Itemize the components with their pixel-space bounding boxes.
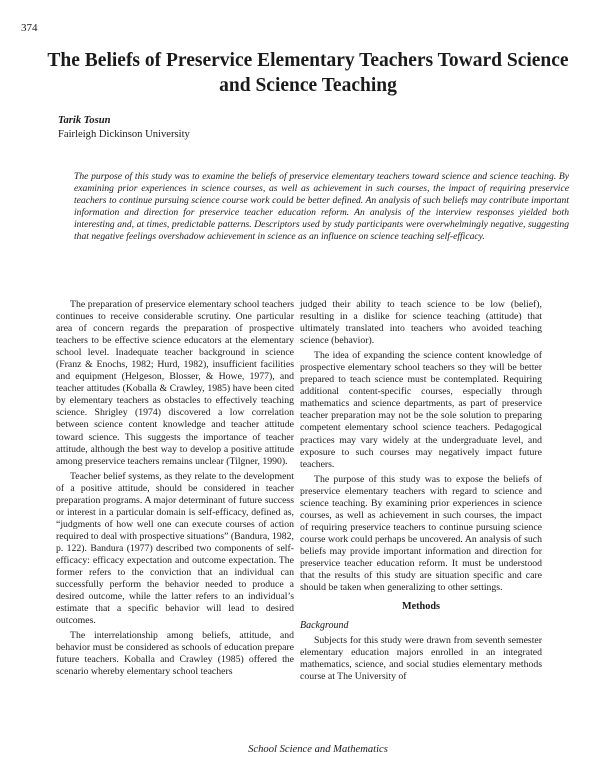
journal-footer: School Science and Mathematics (248, 744, 388, 755)
body-paragraph: The purpose of this study was to expose the beliefs of preservice elementary teachers with regard to science and science teaching. By examining prior experiences in science courses, as well as achievement in such courses, the impact of requiring preservice teachers to continue pursuing science course work could perhaps be uncovered. An analysis of such beliefs may provide important information and direction for preservice teacher education reform. It must be understood that the results of this study are situation specific and care should be taken when generalizing to other settings. (300, 473, 542, 594)
author-block (58, 114, 190, 142)
article-title: The Beliefs of Preservice Elementary Teachers Toward Science and Science Teaching (47, 50, 569, 96)
author-affiliation: Fairleigh Dickinson University (58, 129, 190, 140)
author-name: Tarik Tosun (58, 115, 111, 126)
section-heading-methods: Methods (402, 601, 440, 613)
left-column (56, 299, 294, 681)
body-paragraph: The preparation of preservice elementary school teachers continues to receive considerable scrutiny. One particular area of concern regards the preparation of prospective teachers to be effective science educators at the elementary school level. Inadequate teacher background in science (Franz & Enochs, 1982; Hurd, 1982), insufficient facilities and equipment (Helgeson, Blosser, & Howe, 1977), and teacher attitudes (Koballa & Crawley, 1985) have been cited by elementary teachers as obstacles to effectively teaching science. Shrigley (1974) discovered a low correlation between science content knowledge and teacher attitude toward science. This suggests the importance of teacher attitude, although the best way to develop a positive attitude among preservice teachers remains unclear (Tilgner, 1990). (56, 299, 294, 467)
abstract: The purpose of this study was to examine the beliefs of preservice elementary teachers toward science and science teaching. By examining prior experiences in science courses, as well as achievement in such courses, the impact of requiring preservice teachers to continue pursuing science course work could be better defined. An analysis of such beliefs may contribute important information and direction for preservice teacher education reform. An analysis of the interview responses yielded both interesting and, at times, predictable patterns. Descriptors used by study participants were overwhelmingly negative, suggesting that negative feelings overshadow achievement in science as an influence on science teaching self-efficacy. (74, 171, 569, 243)
body-paragraph: The interrelationship among beliefs, attitude, and behavior must be considered as schools of education prepare future teachers. Koballa and Crawley (1985) offered the scenario whereby elementary school teachers (56, 630, 294, 678)
right-column (300, 299, 542, 686)
body-paragraph: Subjects for this study were drawn from seventh semester elementary education majors enrolled in an integrated mathematics, science, and social studies elementary methods course at The University of (300, 635, 542, 683)
page-number: 374 (21, 22, 38, 34)
body-paragraph-continuation: judged their ability to teach science to be low (belief), resulting in a dislike for science teaching (attitude) that ultimately translated into teachers who avoided teaching science (behavior). (300, 299, 542, 347)
subheading-background: Background (300, 620, 349, 632)
body-paragraph: The idea of expanding the science content knowledge of prospective elementary school teachers so they will be better prepared to teach science must be contemplated. Requiring additional content-specific courses, especially through mathematics and science departments, as part of preservice teacher preparation may not be the sole solution to preparing competent elementary school science teachers. Pedagogical practices may vary widely at the undergraduate level, and exposure to such courses may negatively impact future teachers. (300, 350, 542, 470)
body-paragraph: Teacher belief systems, as they relate to the development of a positive attitude, should be considered in teacher preparation programs. A major determinant of future success or interest in a particular domain is self-efficacy, defined as, “judgments of how well one can execute courses of action required to deal with prospective situations” (Bandura, 1982, p. 122). Bandura (1977) described two components of self-efficacy: efficacy expectation and outcome expectation. The former refers to the conviction that an individual can successfully perform the behavior needed to produce a desired outcome, while the latter refers to an individual’s estimate that a specific behavior will lead to desired outcomes. (56, 470, 294, 627)
